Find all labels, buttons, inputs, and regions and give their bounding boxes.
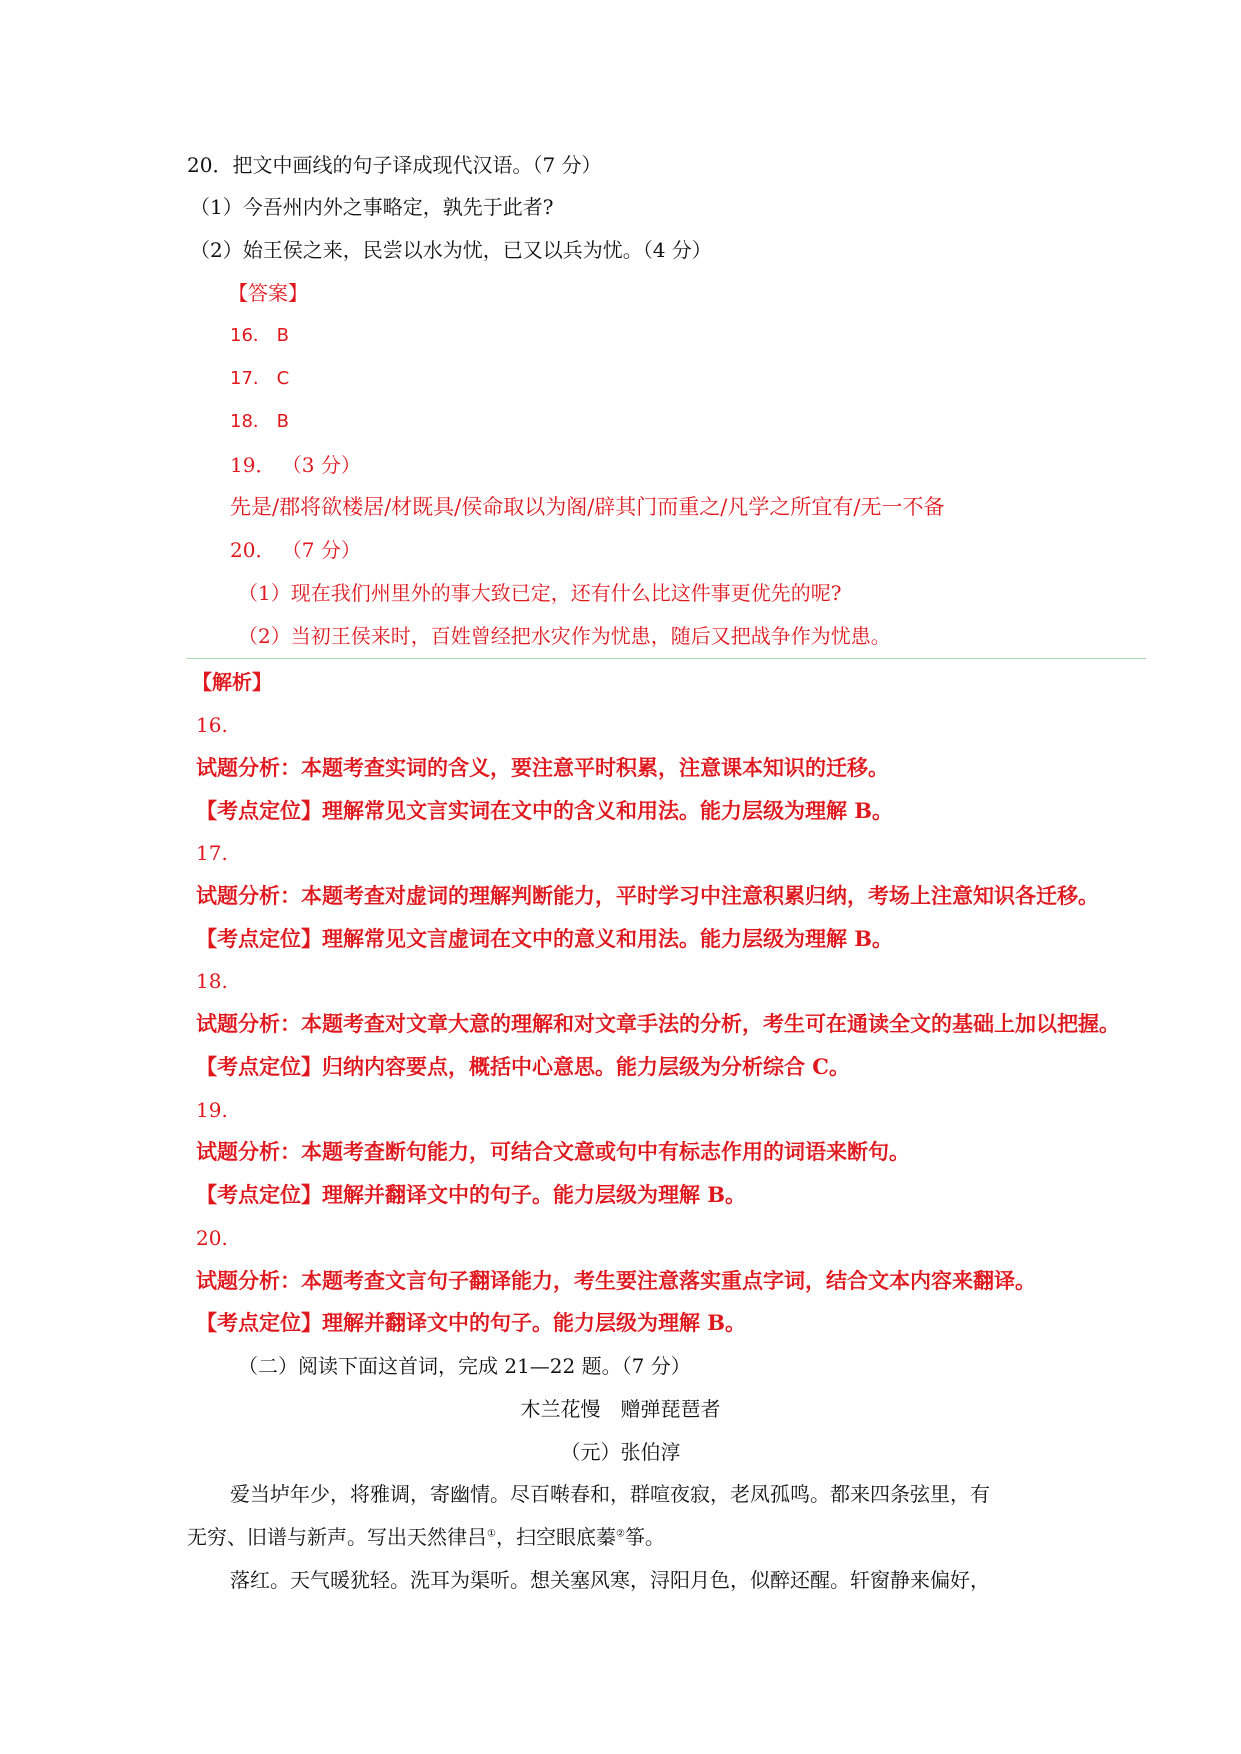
analysis-text-18: 试题分析：本题考查对文章大意的理解和对文章手法的分析，考生可在通读全文的基础上加以把握。 [196,1011,1120,1036]
analysis-locate-19: 【考点定位】理解并翻译文中的句子。能力层级为理解 B。 [196,1182,747,1207]
answer-17: 17． C [230,368,290,389]
analysis-text-17: 试题分析：本题考查对虚词的理解判断能力，平时学习中注意积累归纳，考场上注意知识各迁移。 [196,883,1099,908]
poem-line-1: 爱当垆年少，将雅调，寄幽情。尽百啭春和，群喧夜寂，老凤孤鸣。都来四条弦里，有 [230,1482,990,1506]
poem-line-2 [187,1524,665,1550]
analysis-heading: 【解析】 [192,670,272,694]
answer-19: 19． （3 分） [230,453,361,477]
analysis-num-19: 19. [196,1098,228,1122]
question-item-2: （2）始王侯之来，民尝以水为忧，已又以兵为忧。（4 分） [190,238,712,262]
analysis-locate-17: 【考点定位】理解常见文言虚词在文中的意义和用法。能力层级为理解 B。 [196,926,894,951]
analysis-locate-20: 【考点定位】理解并翻译文中的句子。能力层级为理解 B。 [196,1310,747,1335]
poem-title-text: 木兰花慢 赠弹琵琶者 [520,1397,721,1421]
footnote-marker-2: ② [615,1528,625,1540]
poem-line-2a: 无穷、旧谱与新声。写出天然律吕 [187,1525,487,1549]
analysis-text-16: 试题分析：本题考查实词的含义，要注意平时积累，注意课本知识的迁移。 [196,755,889,780]
analysis-num-16: 16. [196,713,228,737]
answer-20-item-2: （2）当初王侯来时，百姓曾经把水灾作为忧患，随后又把战争作为忧患。 [238,624,891,648]
analysis-text-19: 试题分析：本题考查断句能力，可结合文意或句中有标志作用的词语来断句。 [196,1139,910,1164]
question-item-1: （1）今吾州内外之事略定，孰先于此者? [190,195,554,219]
answer-16: 16． B [230,325,289,346]
answer-19-text: 先是/郡将欲楼居/材既具/侯命取以为阁/辟其门而重之/凡学之所宜有/无一不备 [230,495,945,519]
answer-18: 18． B [230,411,289,432]
section2-intro: （二）阅读下面这首词，完成 21—22 题。（7 分） [238,1354,691,1378]
poem-author-text: （元）张伯淳 [560,1440,681,1464]
answer-20: 20． （7 分） [230,538,361,562]
answer-20-item-1: （1）现在我们州里外的事大致已定，还有什么比这件事更优先的呢? [238,581,842,605]
poem-author [0,1439,1241,1465]
poem-line-2c: 筝。 [624,1525,665,1549]
analysis-num-17: 17. [196,841,228,865]
footnote-marker-1: ① [487,1528,496,1540]
analysis-locate-16: 【考点定位】理解常见文言实词在文中的含义和用法。能力层级为理解 B。 [196,798,894,823]
analysis-text-20: 试题分析：本题考查文言句子翻译能力，考生要注意落实重点字词，结合文本内容来翻译。 [196,1268,1036,1293]
answer-heading: 【答案】 [228,281,308,305]
poem-title [0,1396,1241,1422]
section-divider [187,658,1146,659]
poem-line-3: 落红。天气暖犹轻。洗耳为渠听。想关塞风寒，浔阳月色，似醉还醒。轩窗静来偏好， [230,1568,990,1592]
poem-line-2b: ，扫空眼底蓁 [495,1525,616,1549]
analysis-locate-18: 【考点定位】归纳内容要点，概括中心意思。能力层级为分析综合 C。 [196,1054,851,1079]
question-title: 20．把文中画线的句子译成现代汉语。（7 分） [187,153,602,177]
analysis-num-18: 18. [196,969,228,993]
analysis-num-20: 20. [196,1226,228,1250]
